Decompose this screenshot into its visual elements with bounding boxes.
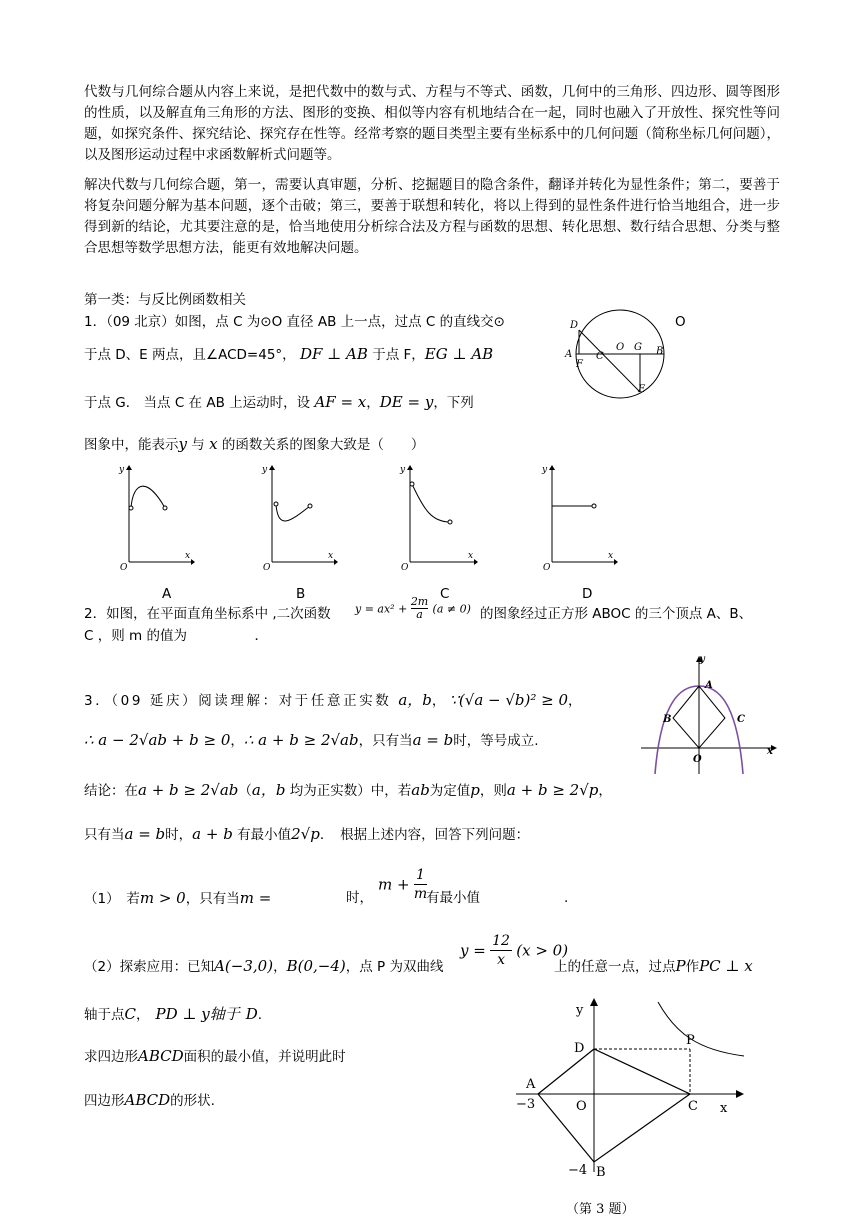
q1-label-D: D — [570, 320, 579, 331]
svg-text:x: x — [767, 746, 773, 757]
svg-text:A: A — [526, 1077, 536, 1092]
section-title: 第一类：与反比例函数相关 — [84, 292, 246, 308]
q1-option-graph-b — [258, 462, 338, 570]
svg-text:O: O — [576, 1099, 587, 1114]
q1-label-A: A — [565, 349, 573, 360]
q1-line-2: 于点 D、E 两点，且∠ACD=45°， DF ⊥ AB 于点 F，EG ⊥ AB — [84, 345, 494, 363]
svg-text:O: O — [543, 563, 551, 570]
svg-text:x: x — [720, 1101, 728, 1116]
q1-label-C: C — [596, 351, 604, 362]
q1-option-c[interactable]: C — [440, 586, 450, 602]
intro-paragraph-2: 解决代数与几何综合题，第一，需要认真审题，分析、挖掘题目的隐含条件，翻译并转化为显性条件；第二，要善于将复杂问题分解为基本问题，逐个击破；第三，要善于联想和转化，将以上得到的显性条件进行恰当地组合，进一步得到新的结论，尤其要注意的是，恰当地使用分析综合法及方程与函数的思想、转化思想、数行结合思想、分类与整合思想等数学思想方法，能更有效地解决问题。 — [84, 177, 780, 256]
q1-label-O: O — [616, 342, 625, 353]
q1-circle-figure — [560, 308, 680, 400]
svg-text:O: O — [120, 563, 128, 570]
svg-text:C: C — [737, 714, 745, 725]
svg-text:O: O — [263, 563, 271, 570]
q1-line-3: 于点 G． 当点 C 在 AB 上运动时，设 AF = x，DE = y，下列 — [84, 393, 474, 411]
svg-text:x: x — [608, 551, 614, 561]
q1-option-graph-d — [538, 462, 618, 570]
q3-line-3: 结论：在a + b ≥ 2√ab（a，b 均为正实数）中，若ab为定值p，则a + b ≥ 2√p， — [84, 781, 612, 799]
svg-text:y: y — [576, 1003, 584, 1018]
q3-figure-caption: （第 3 题） — [566, 1202, 635, 1217]
q1-label-B: B — [656, 346, 664, 357]
svg-text:B: B — [596, 1165, 606, 1180]
q3-sub2-end: 上的任意一点，过点P作PC ⊥ x — [554, 957, 753, 975]
svg-text:x: x — [468, 551, 474, 561]
svg-text:y: y — [699, 654, 705, 665]
q3-sub1-start: （1） 若m > 0，只有当m = — [84, 889, 272, 907]
q3-sub1-fraction: m + $\frac{1}{m}$ — [378, 867, 428, 902]
svg-text:B: B — [663, 714, 672, 725]
q1-option-b[interactable]: B — [296, 586, 306, 602]
svg-text:C: C — [688, 1099, 698, 1114]
svg-text:−4: −4 — [568, 1163, 588, 1178]
intro-paragraph-1: 代数与几何综合题从内容上来说，是把代数中的数与式、方程与不等式、函数，几何中的三角形、四边形、圆等图形的性质，以及解直角三角形的方法、图形的变换、相似等内容有机地结合在一起，同时也融入了开放性、探究性等问题，如探究条件、探究结论、探究存在性等。经常考察的题目类型主要有坐标系中的几何问题（简称坐标几何问题），以及图形运动过程中求函数解析式问题等。 — [84, 84, 780, 163]
q2-line-1-end: 的图象经过正方形 ABOC 的三个顶点 A、B、 — [480, 606, 753, 622]
q3-sub1-when: 时， — [346, 890, 373, 906]
svg-text:y: y — [262, 465, 268, 475]
q3-quadrilateral-figure — [508, 994, 758, 1194]
q3-sub1-end: . — [564, 890, 569, 906]
svg-text:−3: −3 — [516, 1097, 536, 1112]
q2-line-2: C ，则 m 的值为 ． — [84, 628, 268, 644]
svg-text:P: P — [686, 1033, 695, 1048]
q1-option-d[interactable]: D — [582, 586, 593, 602]
svg-text:A: A — [705, 680, 713, 691]
q3-line-1: 3．（09 延庆）阅读理解：对于任意正实数 a，b， ∵(√a − √b)² ≥ 0， — [84, 691, 582, 709]
q3-sub2-line-3: 求四边形ABCD面积的最小值，并说明此时 — [84, 1047, 346, 1065]
q3-sub2-line-4: 四边形ABCD的形状. — [84, 1091, 215, 1109]
q1-line-1: 1．（09 北京）如图，点 C 为⊙O 直径 AB 上一点，过点 C 的直线交⊙ — [84, 314, 505, 330]
q2-parabola-figure — [635, 652, 780, 776]
q3-sub1-min: 有最小值 — [426, 890, 480, 906]
q2-line-1-start: 2．如图，在平面直角坐标系中 ,二次函数 — [84, 606, 331, 622]
svg-text:y: y — [542, 465, 548, 475]
q1-option-graph-a — [115, 462, 195, 570]
q3-sub2-start: （2）探索应用：已知A(−3,0)，B(0,−4)，点 P 为双曲线 — [84, 957, 444, 975]
svg-text:x: x — [328, 551, 334, 561]
svg-text:D: D — [574, 1041, 585, 1056]
svg-text:O: O — [693, 754, 702, 765]
q3-line-2: ∴ a − 2√ab + b ≥ 0，∴ a + b ≥ 2√ab，只有当a = b时，等号成立. — [84, 731, 539, 749]
q1-option-a[interactable]: A — [162, 586, 172, 602]
q1-label-F: F — [576, 359, 583, 370]
q1-option-graph-c — [396, 462, 478, 570]
q3-sub2-hyperbola: y = $\frac{12}{x}$ (x > 0) — [460, 933, 569, 968]
q1-label-E: E — [638, 384, 646, 395]
svg-text:x: x — [185, 551, 191, 561]
q1-label-G: G — [634, 342, 642, 353]
q3-sub2-line-2: 轴于点C， PD ⊥ y轴于 D. — [84, 1005, 263, 1023]
q2-formula: y = ax² + $\frac{2m}{a}$ (a ≠ 0) — [355, 595, 471, 621]
svg-text:y: y — [119, 465, 125, 475]
svg-text:y: y — [400, 465, 406, 475]
svg-text:O: O — [401, 563, 409, 570]
q1-line-4: 图象中，能表示y 与 x 的函数关系的图象大致是（ ） — [84, 435, 425, 453]
q3-line-4: 只有当a = b时，a + b 有最小值2√p． 根据上述内容，回答下列问题： — [84, 825, 530, 843]
q1-line-1-tail: O — [675, 314, 686, 330]
